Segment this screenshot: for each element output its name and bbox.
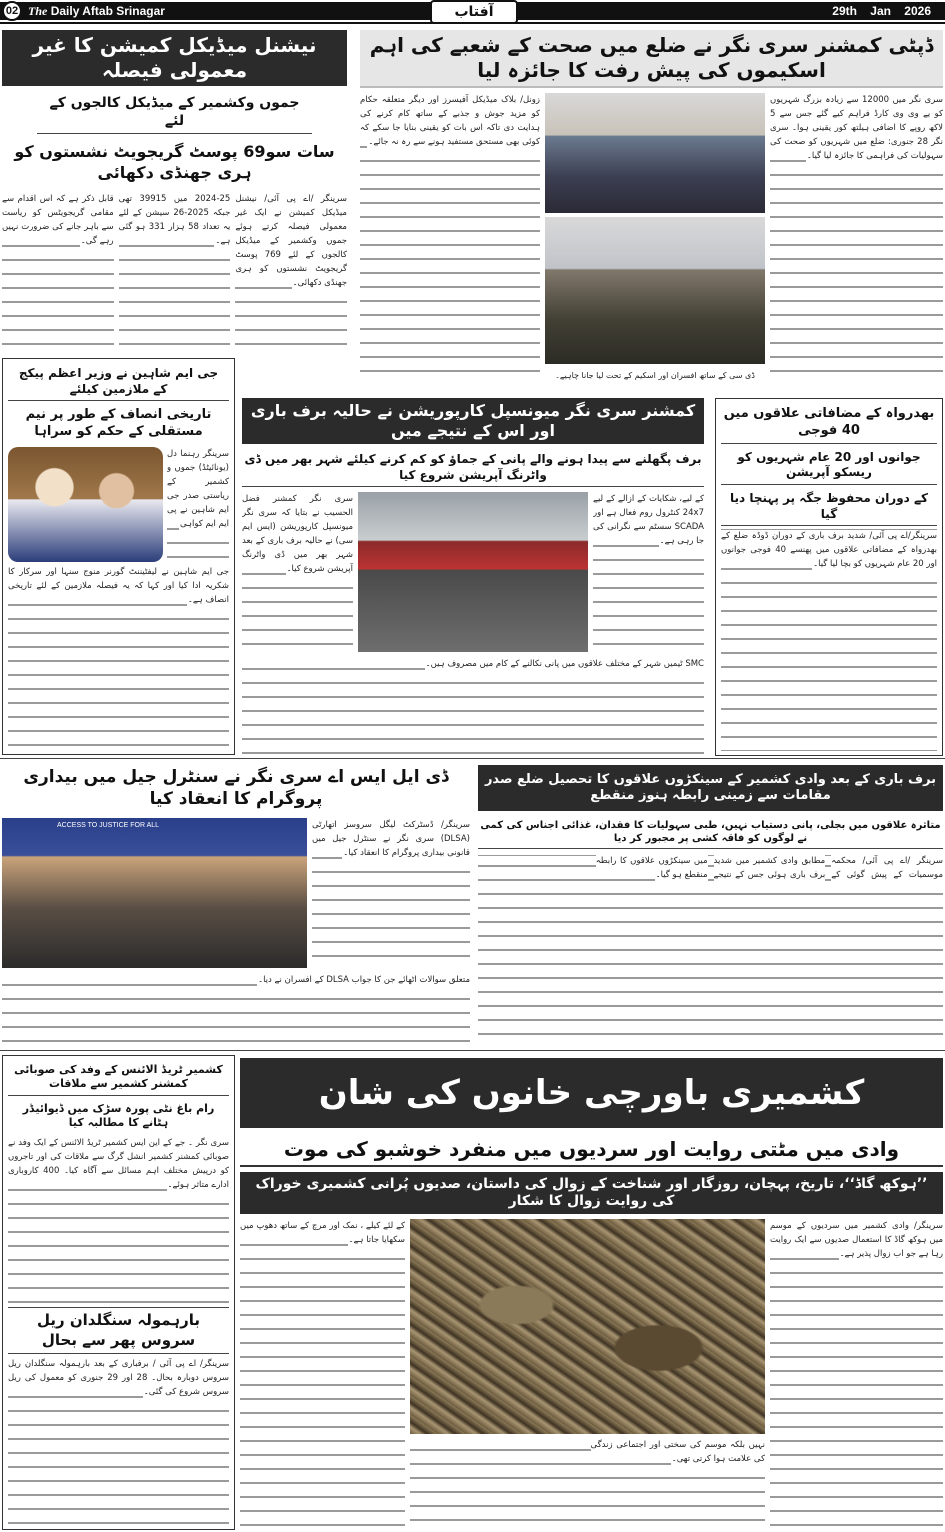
nmc-subhead-2: سات سو69 پوسٹ گریجویٹ نشستوں کو ہری جھنڈی دکھائی <box>14 142 335 183</box>
smc-subhead: برف پگھلنے سے پیدا ہونے والے پانی کے جماؤ کو کم کرنے کیلئے شہر بھر میں ڈی واٹرنگ آپریشن شروع کیا <box>242 449 704 487</box>
snow-article <box>478 765 943 1046</box>
shaheen-photo-side-text: سرینگر رہنما دل (یونائیٹڈ) جموں و کشمیر کے ریاستی صدر جی ایم شاہین نے پی ایم ایم کواہی <box>167 447 229 562</box>
dc-photo-meeting-collage <box>545 217 765 364</box>
nmc-subhead-1: جموں وکشمیر کے میڈیکل کالجوں کے لئے <box>37 91 312 134</box>
shaheen-headline: جی ایم شاہین نے وزیر اعظم پیکج کے ملازمین کیلئے <box>8 363 229 401</box>
smc-photo-dewatering <box>358 492 588 652</box>
bhaderwah-headline-1: بھدرواہ کے مضافاتی علاقوں میں 40 فوجی <box>721 403 937 444</box>
bhaderwah-headline-3: کے دوران محفوظ جگہ پر پہنچا دیا گیا <box>721 488 937 526</box>
bhaderwah-article-box <box>715 398 943 756</box>
page-number: 02 <box>2 1 22 21</box>
smc-body-left: سری نگر کمشنر فضل الحسیب نے بتایا کہ سری نگر میونسپل کارپوریشن (ایس ایم سی) نے حالیہ برف باری کے بعد شہر بھر میں ڈی واٹرنگ آپریشن شروع کیا۔ <box>242 492 353 652</box>
section-divider <box>0 758 945 759</box>
trade-headline: کشمیر ٹریڈ الائنس کے وفد کی صوبائی کمشنر کشمیر سے ملاقات <box>8 1060 229 1096</box>
cooks-photo-dried-vegetables <box>410 1219 765 1434</box>
dc-caption: ڈی سی کے ساتھ افسران اور اسکیم کے تحت لیا جانا چاہیے۔ <box>555 371 755 380</box>
dlsa-body-right: سرینگر/ ڈسٹرکٹ لیگل سروسز اتھارٹی (DLSA) سری نگر نے سنٹرل جیل میں قانونی بیداری پروگرام کا انعقاد کیا۔ <box>312 818 470 968</box>
smc-headline: کمشنر سری نگر میونسپل کارپوریشن نے حالیہ برف باری اور اس کے نتیجے میں <box>242 398 704 444</box>
smc-body-bottom: SMC ٹیمیں شہر کے مختلف علاقوں میں پانی نکالنے کے کام میں مصروف ہیں۔ <box>242 657 704 755</box>
cooks-article <box>240 1058 943 1530</box>
dlsa-photo <box>2 818 307 968</box>
nmc-headline: نیشنل میڈیکل کمیشن کا غیر معمولی فیصلہ <box>2 30 347 86</box>
rail-body: سرینگر/ اے پی آئی / برفباری کے بعد بارہمولہ سنگلدان ریل سروس دوبارہ بحال۔ 28 اور 29 جنوری کو معمول کی ریل سروس شروع کی گئی۔ <box>8 1357 229 1525</box>
issue-date: 29th Jan 2026 <box>832 4 931 18</box>
snow-body: سرینگر /اے پی آئی/ محکمہ موسمیات کے پیش گوئی کے مطابق وادی کشمیر میں شدید برف باری ہوئی جس کے نتیجے میں سینکڑوں علاقوں کا رابطہ منقطع ہو گیا۔ <box>478 854 943 1046</box>
dc-body-left: زونل/ بلاک میڈیکل آفیسرز اور دیگر متعلقہ حکام کو مزید جوش و جذبے کے ساتھ کام کرنے کی ہدایت دی تاکہ اس بات کو یقینی بنایا جا سکے کہ کوئی بھی مستحق مستفید ہونے سے رہ نہ جائے۔ <box>360 93 540 382</box>
bhaderwah-body: سرینگر/اے پی آئی/ شدید برف باری کے دوران ڈوڈہ ضلع کے بھدرواہ کے مضافاتی علاقوں میں پھنسے 40 فوجی جوانوں اور 20 عام شہریوں کو بچا لیا گیا۔ <box>721 529 937 751</box>
nmc-body-right: سرینگر /اے پی آئی/ نیشنل میڈیکل کمیشن نے ایک غیر معمولی فیصلہ کرتے ہوئے جموں وکشمیر کے میڈیکل کالجوں کے لئے 769 پوسٹ گریجویٹ نشستوں کو ہری جھنڈی دکھائی۔ <box>235 192 347 352</box>
masthead-rule <box>0 22 945 24</box>
paper-name: The Daily Aftab Srinagar <box>28 4 165 18</box>
trade-subhead: رام باغ نٹی پورہ سڑک میں ڈیوائیڈر ہٹانے کا مطالبہ کیا <box>22 1101 215 1129</box>
dc-body-right: سری نگر میں 12000 سے زیادہ بزرگ شہریوں کو یے وی وی کارڈ فراہم کیے گئے جس سے 5 لاکھ روپے کا اضافی ہیلتھ کور یقینی ہوا۔ سری نگر 28 جنوری: ضلع میں شہریوں کو صحت کی سہولیات کی فراہمی کا جائزہ لیا گیا۔ <box>770 93 943 382</box>
dlsa-banner-text: ACCESS TO JUSTICE FOR ALL <box>57 822 160 830</box>
snow-headline: برف باری کے بعد وادی کشمیر کے سینکڑوں علاقوں کا تحصیل ضلع صدر مقامات سے زمینی رابطہ ہنوز منقطع <box>478 765 943 811</box>
nmc-body-left: قابل ذکر ہے کہ اس اقدام سے مقامی گریجویٹس کو ریاست سے باہر جانے کی ضرورت نہیں رہے گی۔ <box>2 192 114 352</box>
shaheen-body: جی ایم شاہین نے لیفٹیننٹ گورنر منوج سنہا اور سرکار کا شکریہ ادا کیا اور کہا کہ یہ فیصلہ ملازمین کے لئے تاریخی انصاف ہے۔ <box>8 565 229 750</box>
dc-headline: ڈپٹی کمشنر سری نگر نے ضلع میں صحت کے شعبے کی اہم اسکیموں کی پیش رفت کا جائزہ لیا <box>360 30 943 88</box>
smc-body-right: کے لیے، شکایات کے ازالے کے لیے 24x7 کنٹرول روم فعال ہے اور SCADA سسٹم سے نگرانی کی جا رہی ہے۔ <box>593 492 704 652</box>
shaheen-photo <box>8 447 163 562</box>
snow-subhead: متاثرہ علاقوں میں بجلی، پانی دستیاب نہیں، طبی سہولیات کا فقدان، غذائی اجناس کی کمی نے لوگوں کو فاقہ کشی پر مجبور کر دیا <box>478 816 943 849</box>
dlsa-headline: ڈی ایل ایس اے سری نگر نے سنٹرل جیل میں بیداری پروگرام کا انعقاد کیا <box>23 767 449 810</box>
nmc-body-mid: 2024-25 میں 39915 تھی جبکہ 2025-26 سیشن کے لئے یہ تعداد 58 ہزار 331 ہو گئی ہے۔ <box>119 192 231 352</box>
cooks-headline-2: ’’ہوکھ گاڈ‘‘، تاریخ، پہچان، روزگار اور شناخت کے زوال کی داستان، صدیوں پُرانی کشمیری خوراک کی روایت زوال کا شکار <box>240 1172 943 1214</box>
cooks-headline: کشمیری باورچی خانوں کی شان <box>240 1058 943 1128</box>
left-brief-box <box>2 1055 235 1530</box>
cooks-body-left: کے لئے کیلے ، نمک اور مرچ کے ساتھ دھوپ میں سکھایا جاتا ہے۔ <box>240 1219 405 1530</box>
cooks-body-bottom: نہیں بلکہ موسم کی سختی اور اجتماعی زندگی کی علامت ہوا کرتی تھی۔ <box>410 1438 765 1530</box>
dc-photo-portrait <box>545 93 765 213</box>
dlsa-article <box>2 763 470 1046</box>
rail-headline: بارہمولہ سنگلدان ریل سروس پھر سے بحال <box>8 1307 229 1354</box>
bhaderwah-headline-2: جوانوں اور 20 عام شہریوں کو ریسکو آپریشن <box>721 447 937 485</box>
smc-article <box>242 398 704 755</box>
newspaper-logo: آفتاب <box>430 0 518 24</box>
dlsa-body-bottom: متعلق سوالات اٹھائے جن کا جواب DLSA کے افسران نے دیا۔ <box>2 973 470 1046</box>
section-divider <box>0 1050 945 1051</box>
cooks-subhead: وادی میں مٹتی روایت اور سردیوں میں منفرد خوشبو کی موت <box>240 1133 943 1167</box>
shaheen-article-box <box>2 358 235 755</box>
trade-body: سری نگر ۔ جے کے این ایس کشمیر ٹریڈ الائنس کے ایک وفد نے صوبائی کمشنر کشمیر انشل گرگ سے ملاقات کی اور تاجروں کو درپیش مختلف اہم مسائل سے آگاہ کیا۔ 400 کاروباری ادارے متاثر ہوئے۔ <box>8 1136 229 1304</box>
dc-article <box>360 30 943 382</box>
cooks-body-right: سرینگر/ وادی کشمیر میں سردیوں کے موسم میں ہوکھ گاڈ کا استعمال صدیوں سے ایک روایت رہا ہے جو اب زوال پذیر ہے۔ <box>770 1219 943 1530</box>
nmc-article <box>2 30 347 352</box>
shaheen-subhead: تاریخی انصاف کے طور پر نیم مستقلی کے حکم کو سراہا <box>25 407 212 440</box>
